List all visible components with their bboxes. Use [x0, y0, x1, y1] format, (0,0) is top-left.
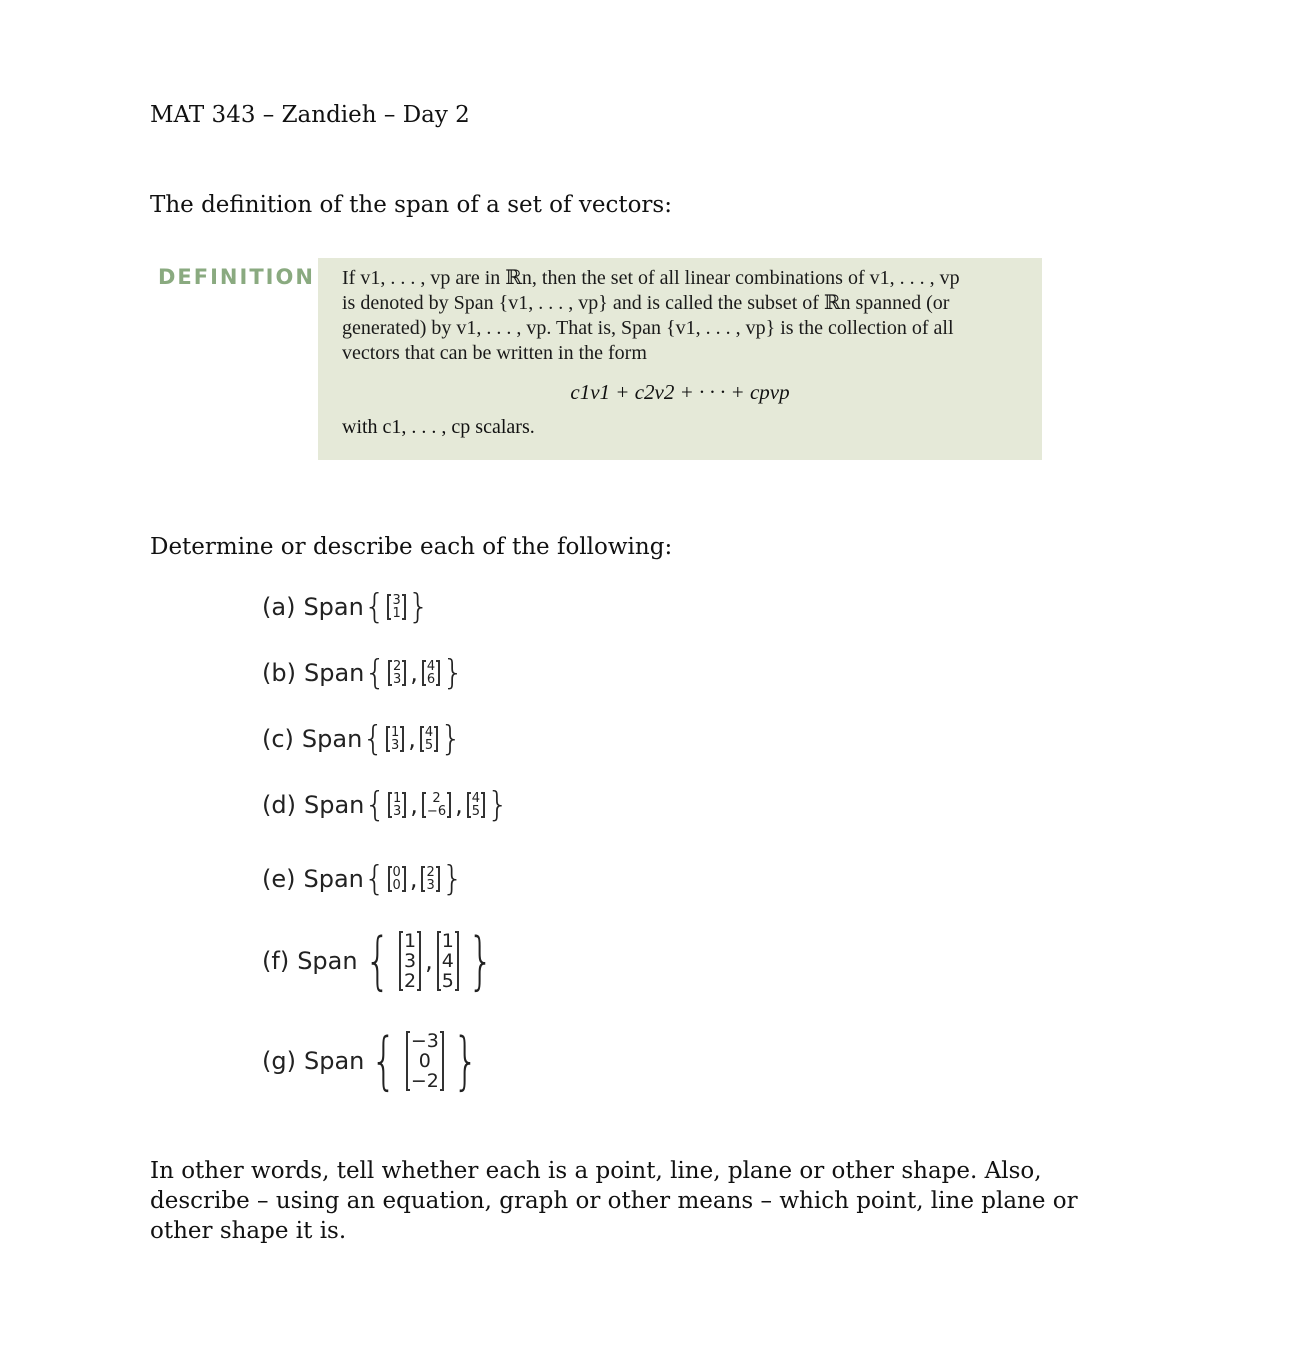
definition-line-4: vectors that can be written in the form [342, 342, 647, 364]
vector-entry: 2 [426, 865, 435, 880]
definition-box [318, 258, 1042, 460]
left-brace: { [364, 653, 386, 693]
left-brace: { [362, 719, 384, 759]
vector-entry: 4 [426, 659, 436, 674]
right-brace: } [452, 1024, 479, 1097]
vector-separator: , [409, 865, 418, 893]
closing-text: In other words, tell whether each is a point, line, plane or other shape. Also, describe – using an equation, graph or other means – which point, line plane or other shape it is. [150, 1158, 1078, 1244]
column-vector [406, 1031, 444, 1091]
vector-entry: 1 [393, 791, 402, 806]
vector-entry: 1 [392, 606, 401, 621]
item-label: (c) [262, 725, 294, 753]
column-vector [422, 660, 440, 686]
vector-entry: 0 [418, 1050, 431, 1072]
prompt-text: Determine or describe each of the following: [150, 534, 673, 560]
vector-entry: 5 [424, 738, 434, 753]
item-label: (e) [262, 865, 296, 893]
item-label: (f) [262, 947, 290, 975]
span-word: Span [303, 593, 364, 621]
span-word: Span [303, 659, 365, 687]
definition-line-1: If v1, . . . , vp are in ℝn, then the set of all linear combinations of v1, . . . , vp [342, 267, 960, 289]
item-label: (b) [262, 659, 296, 687]
column-vector [467, 792, 485, 818]
item-label: (a) [262, 593, 296, 621]
span-word: Span [303, 865, 364, 893]
right-brace: } [467, 924, 494, 997]
vector-entry: 2 [393, 659, 402, 674]
vector-separator: , [410, 791, 418, 819]
right-brace: } [440, 719, 462, 759]
page-header: MAT 343 – Zandieh – Day 2 [150, 102, 470, 128]
vector-entry: 0 [392, 865, 401, 880]
vector-entry: 1 [404, 930, 417, 952]
left-brace: { [371, 1024, 397, 1097]
vector-entry: 4 [424, 725, 434, 740]
vector-entry: 1 [441, 930, 454, 952]
column-vector [388, 660, 406, 686]
vector-entry: 0 [392, 878, 401, 893]
span-item-e [262, 859, 464, 899]
vector-entry: 3 [404, 950, 417, 972]
span-word: Span [303, 1047, 365, 1075]
span-word: Span [297, 947, 358, 975]
vector-entry: 6 [426, 672, 436, 687]
vector-entry: 3 [392, 593, 401, 608]
vector-entry: 5 [471, 804, 481, 819]
span-item-b [262, 653, 464, 693]
vector-separator: , [425, 947, 433, 975]
vector-separator: , [408, 725, 416, 753]
vector-entry: 3 [393, 672, 402, 687]
definition-line-3: generated) by v1, . . . , vp. That is, Span {v1, . . . , vp} is the collection of all [342, 317, 954, 339]
vector-entry: −6 [426, 804, 447, 819]
left-brace: { [363, 859, 386, 899]
definition-text [342, 266, 1018, 366]
column-vector [399, 931, 421, 991]
vector-entry: 1 [390, 725, 400, 740]
vector-entry: −2 [410, 1070, 439, 1092]
vector-entry: 2 [404, 970, 417, 992]
left-brace: { [363, 587, 386, 627]
column-vector [420, 726, 438, 752]
column-vector [388, 792, 406, 818]
vector-entry: 5 [441, 970, 454, 992]
definition-formula: c1v1 + c2v2 + · · · + cpvp [570, 380, 790, 404]
span-word: Span [301, 725, 363, 753]
item-label: (g) [262, 1047, 296, 1075]
column-vector [422, 792, 451, 818]
span-item-g [262, 1024, 485, 1097]
vector-entry: 3 [426, 878, 435, 893]
intro-text: The definition of the span of a set of vectors: [150, 192, 672, 218]
left-brace: { [364, 924, 391, 997]
column-vector [388, 866, 406, 892]
item-label: (d) [262, 791, 296, 819]
right-brace: } [441, 859, 464, 899]
vector-entry: 4 [441, 950, 454, 972]
vector-separator: , [455, 791, 463, 819]
span-item-f [262, 924, 500, 997]
column-vector [387, 594, 405, 620]
span-item-d [262, 785, 509, 825]
column-vector [386, 726, 404, 752]
span-item-a [262, 587, 430, 627]
left-brace: { [364, 785, 386, 825]
vector-entry: 4 [471, 791, 481, 806]
span-word: Span [303, 791, 365, 819]
span-item-c [262, 719, 462, 759]
definition-with-scalars: with c1, . . . , cp scalars. [342, 416, 535, 438]
column-vector [421, 866, 439, 892]
column-vector [437, 931, 459, 991]
vector-entry: −3 [410, 1030, 439, 1052]
right-brace: } [487, 785, 509, 825]
vector-separator: , [410, 659, 418, 687]
definition-label: DEFINITION [158, 265, 315, 289]
vector-entry: 3 [393, 804, 402, 819]
definition-line-2: is denoted by Span {v1, . . . , vp} and is called the subset of ℝn spanned (or [342, 292, 950, 314]
vector-entry: 2 [432, 791, 441, 806]
right-brace: } [442, 653, 464, 693]
vector-entry: 3 [390, 738, 400, 753]
right-brace: } [407, 587, 430, 627]
